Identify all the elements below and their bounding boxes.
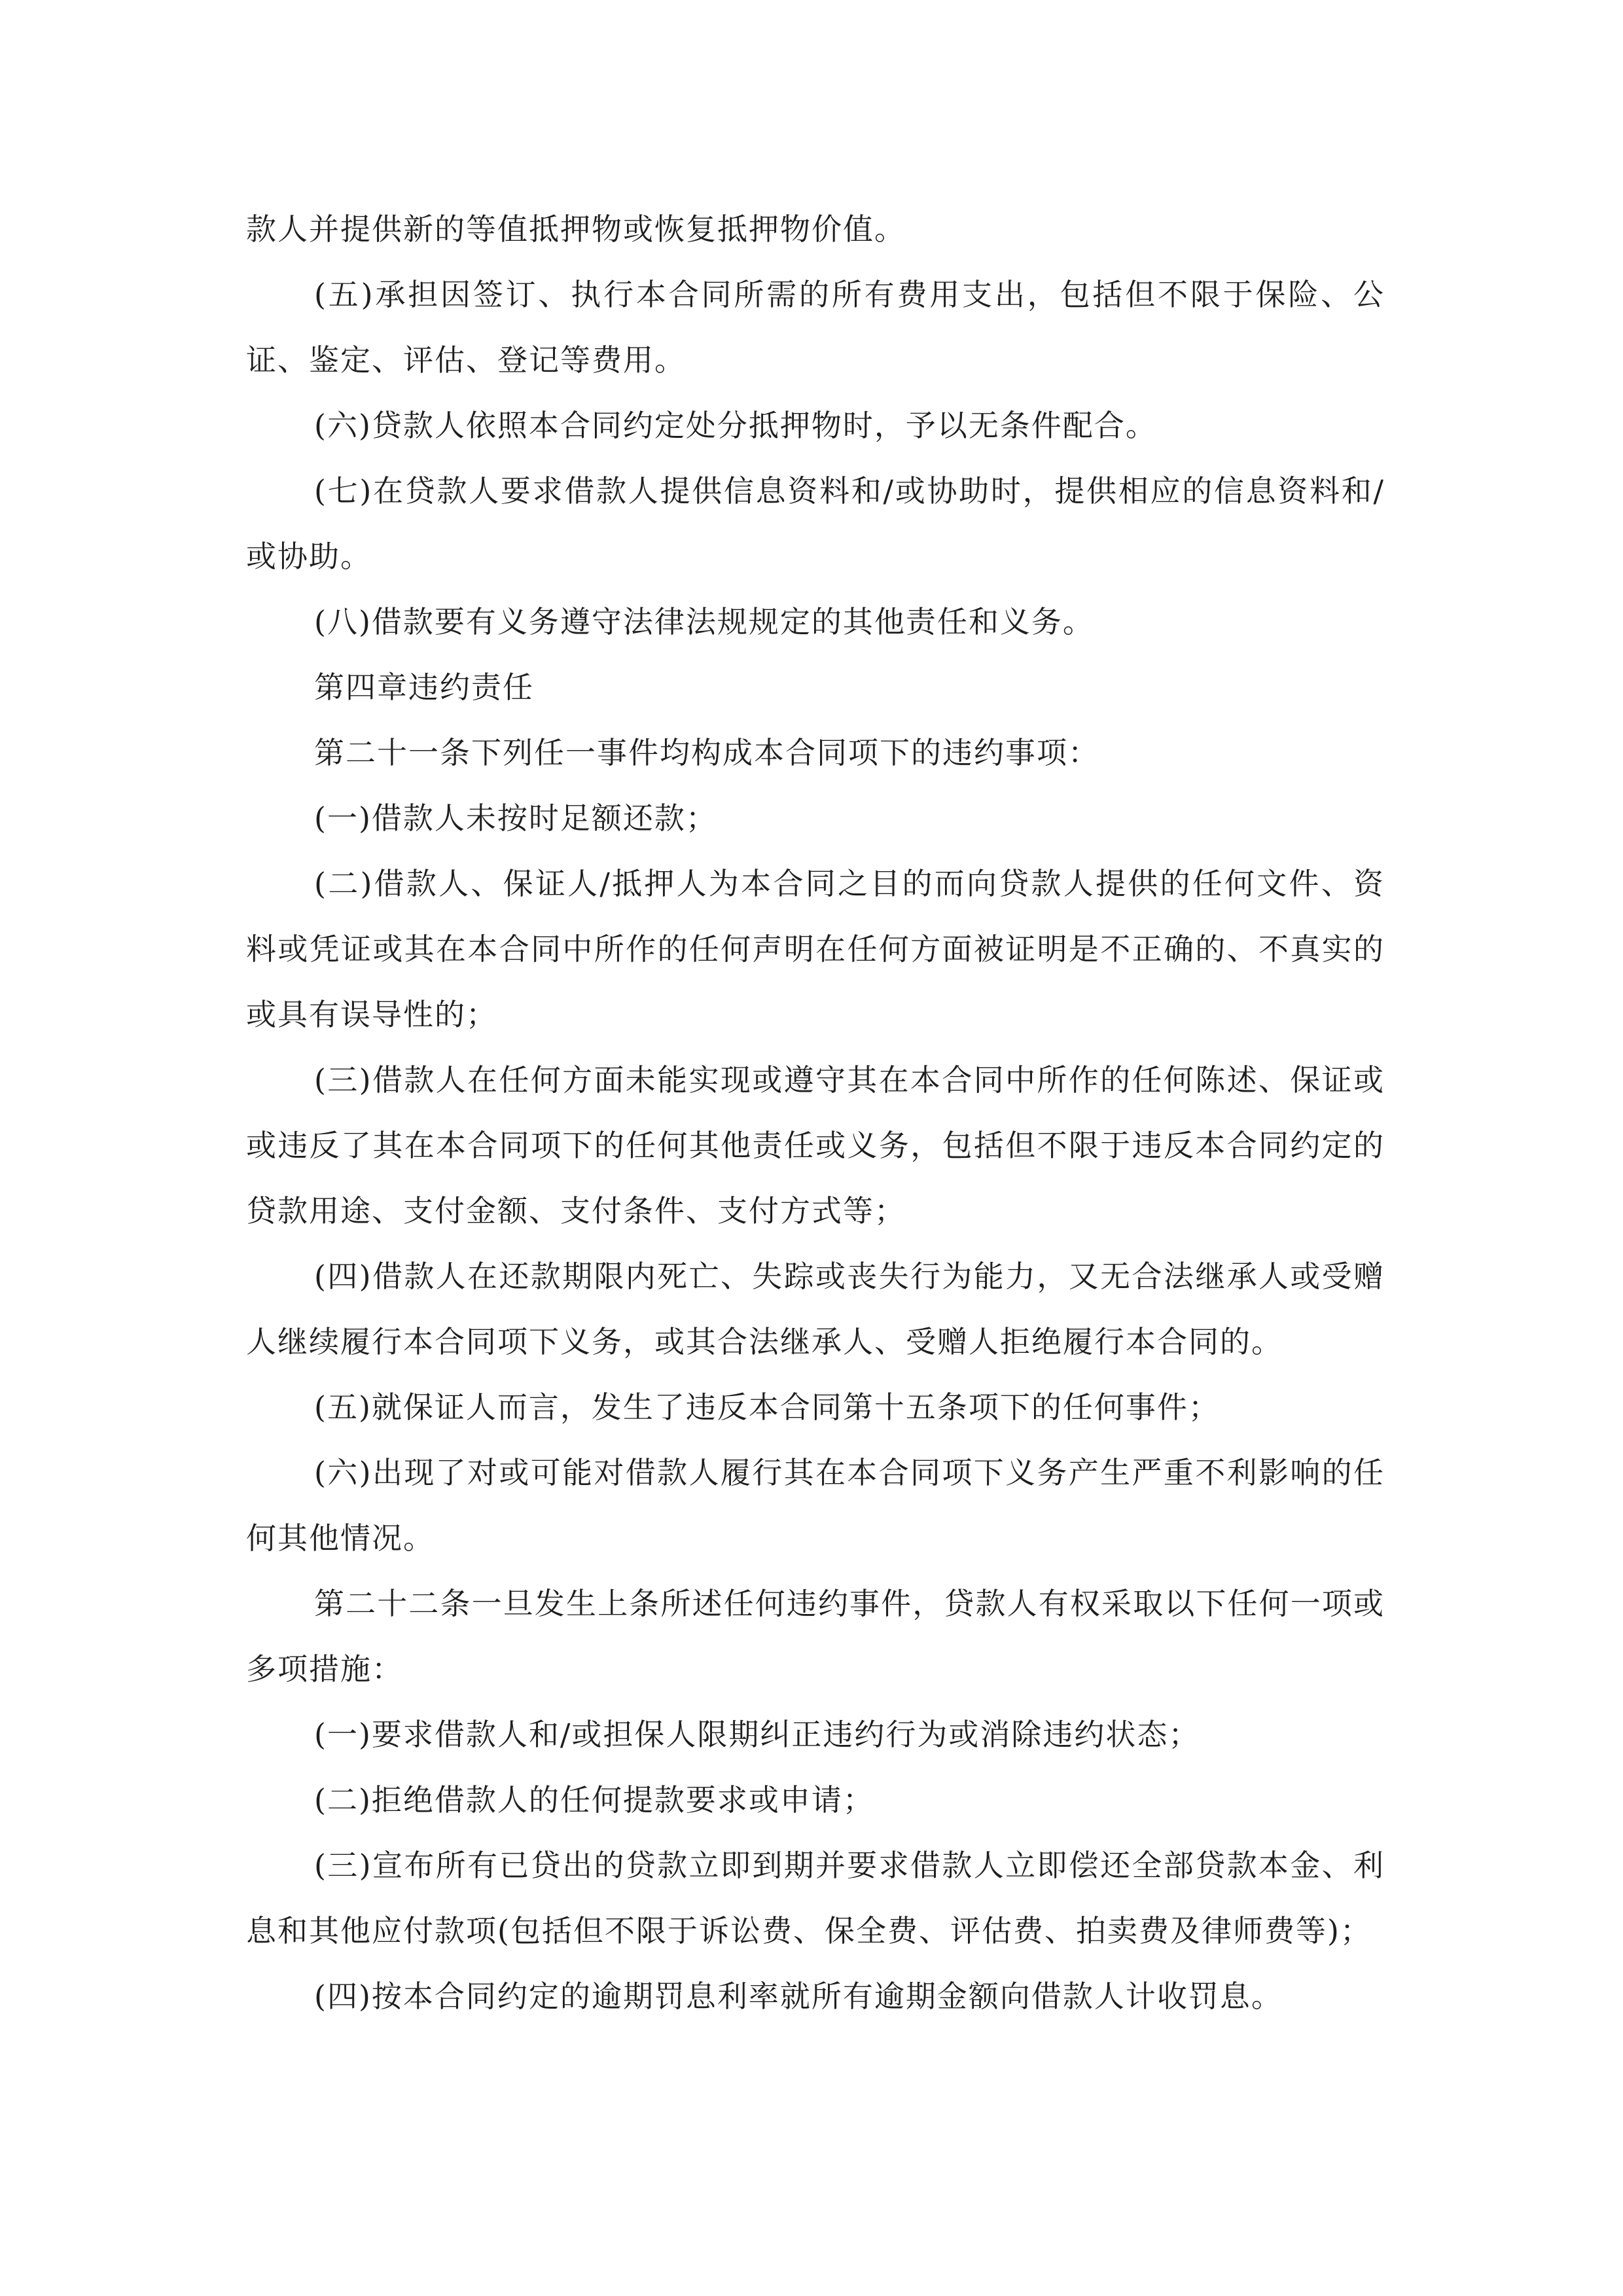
article-22-item-2: (二)拒绝借款人的任何提款要求或申请； [314, 1782, 874, 1818]
contract-text-body [246, 196, 1385, 2029]
article-22: 第二十二条一旦发生上条所述任何违约事件，贷款人有权采取以下任何一项或多项措施： [246, 1586, 1385, 1687]
article-22-item-1: (一)要求借款人和/或担保人限期纠正违约行为或消除违约状态； [314, 1717, 1200, 1752]
chapter-heading: 第四章违约责任 [314, 670, 534, 705]
paragraph-item-7-information: (七)在贷款人要求借款人提供信息资料和/或协助时，提供相应的信息资料和/或协助。 [246, 473, 1385, 574]
article-22-item-4: (四)按本合同约定的逾期罚息利率就所有逾期金额向借款人计收罚息。 [314, 1979, 1283, 2014]
article-21-item-6: (六)出现了对或可能对借款人履行其在本合同项下义务产生严重不利影响的任何其他情况。 [246, 1455, 1385, 1556]
paragraph-continuation: 款人并提供新的等值抵押物或恢复抵押物价值。 [246, 211, 906, 247]
article-21-item-5: (五)就保证人而言，发生了违反本合同第十五条项下的任何事件； [314, 1390, 1220, 1425]
article-21-item-4: (四)借款人在还款期限内死亡、失踪或丧失行为能力，又无合法继承人或受赠人继续履行本合同项下义务，或其合法继承人、受赠人拒绝履行本合同的。 [246, 1259, 1385, 1359]
article-21-item-2: (二)借款人、保证人/抵押人为本合同之目的而向贷款人提供的任何文件、资料或凭证或其在本合同中所作的任何声明在任何方面被证明是不正确的、不真实的或具有误导性的； [246, 866, 1385, 1032]
article-22-item-3: (三)宣布所有已贷出的贷款立即到期并要求借款人立即偿还全部贷款本金、利息和其他应付款项(包括但不限于诉讼费、保全费、评估费、拍卖费及律师费等)； [246, 1848, 1385, 1948]
article-21-item-1: (一)借款人未按时足额还款； [314, 800, 717, 836]
article-21: 第二十一条下列任一事件均构成本合同项下的违约事项： [314, 735, 1099, 770]
paragraph-item-8-obligations: (八)借款要有义务遵守法律法规规定的其他责任和义务。 [314, 604, 1094, 639]
paragraph-item-5-costs: (五)承担因签订、执行本合同所需的所有费用支出，包括但不限于保险、公证、鉴定、评估、登记等费用。 [246, 277, 1385, 378]
paragraph-item-6-cooperation: (六)贷款人依照本合同约定处分抵押物时，予以无条件配合。 [314, 408, 1157, 443]
article-21-item-3: (三)借款人在任何方面未能实现或遵守其在本合同中所作的任何陈述、保证或或违反了其在本合同项下的任何其他责任或义务，包括但不限于违反本合同约定的贷款用途、支付金额、支付条件、支付方式等； [246, 1062, 1385, 1229]
